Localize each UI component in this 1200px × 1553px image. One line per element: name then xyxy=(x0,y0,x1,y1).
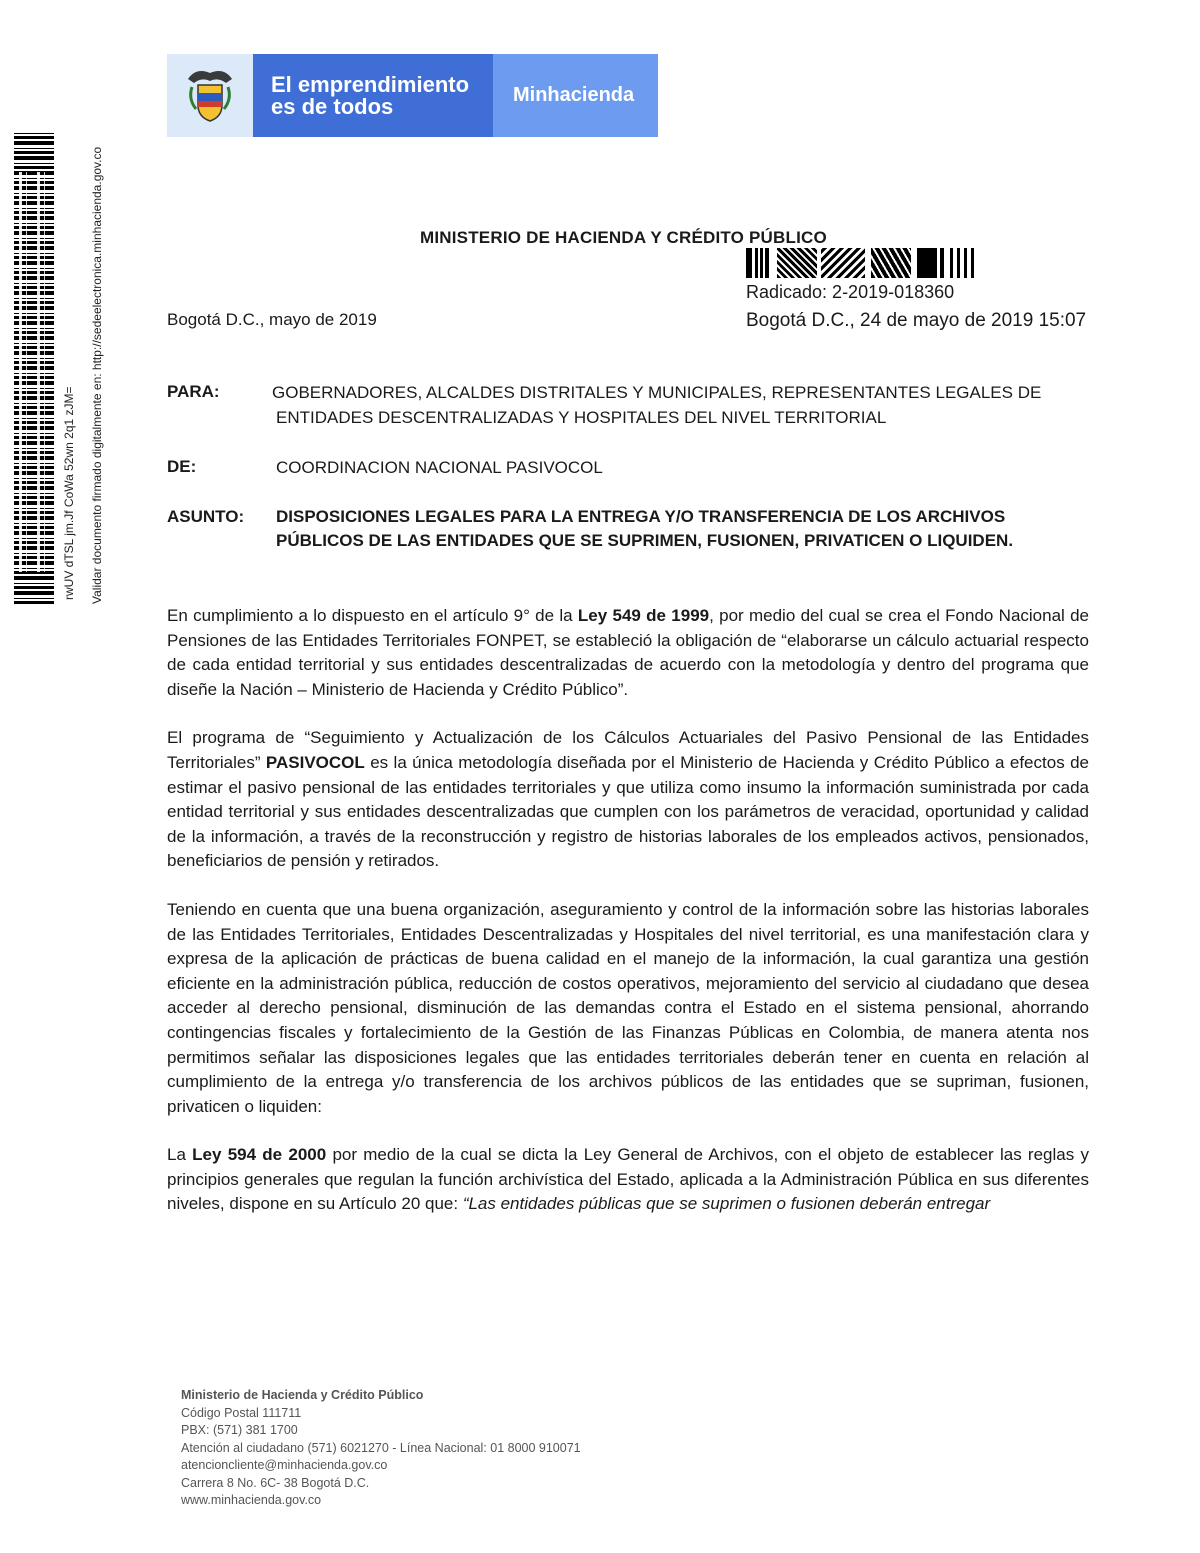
p4-bold: Ley 594 de 2000 xyxy=(192,1145,327,1165)
p4-italic: “Las entidades públicas que se suprimen o fusionen deberán entregar xyxy=(462,1194,991,1214)
place-date-right: Bogotá D.C., 24 de mayo de 2019 15:07 xyxy=(746,310,1087,331)
p1-bold: Ley 549 de 1999 xyxy=(577,606,710,625)
asunto-line1: DISPOSICIONES LEGALES PARA LA ENTREGA Y/O TRANSFERENCIA DE LOS ARCHIVOS xyxy=(276,507,1006,526)
radicado-number: Radicado: 2-2019-018360 xyxy=(746,282,955,302)
asunto-label: ASUNTO: xyxy=(167,507,245,526)
letter-body xyxy=(167,604,1089,1241)
tagline-line2: es de todos xyxy=(271,93,394,119)
footer-atencion: Atención al ciudadano (571) 6021270 - Línea Nacional: 01 8000 910071 xyxy=(181,1440,581,1455)
para-label: PARA: xyxy=(167,382,220,401)
p1-text-b: , por medio del cual se crea el Fondo Nacional de Pensiones de las Entidades Territoriales FONPET, se estableció la obligación de “elaborarse un cálculo actuarial respecto de cada entidad territorial y sus entidades descentralizadas de acuerdo con la metodología y dentro del programa que diseñe la Nación – Ministerio de Hacienda y Crédito Público”. xyxy=(167,606,1090,699)
side-barcode xyxy=(14,132,54,604)
header-banner xyxy=(167,54,658,137)
p2-text-a: El programa de “Seguimiento y Actualización de los Cálculos Actuariales del Pasivo Pensional de las Entidades Territoriales” xyxy=(167,728,1089,772)
coat-of-arms-logo xyxy=(167,54,253,137)
place-date-left: Bogotá D.C., mayo de 2019 xyxy=(167,310,377,329)
side-validation-text: Validar documento firmado digitalmente en: http://sedeelectronica.minhacienda.gov.co xyxy=(90,146,104,604)
footer-title: Ministerio de Hacienda y Crédito Público xyxy=(181,1388,424,1402)
de-value: COORDINACION NACIONAL PASIVOCOL xyxy=(276,458,603,477)
de-label: DE: xyxy=(167,457,197,476)
footer-email[interactable]: atencioncliente@minhacienda.gov.co xyxy=(181,1458,388,1472)
p2-bold: PASIVOCOL xyxy=(265,752,365,772)
p1-text-a: En cumplimiento a lo dispuesto en el artículo 9° de la xyxy=(167,606,578,625)
asunto-line2: PÚBLICOS DE LAS ENTIDADES QUE SE SUPRIMEN, FUSIONEN, PRIVATICEN O LIQUIDEN. xyxy=(276,531,1014,550)
footer-address: Carrera 8 No. 6C- 38 Bogotá D.C. xyxy=(181,1475,370,1490)
radicado-barcode xyxy=(746,248,990,278)
coat-of-arms-icon xyxy=(182,65,238,127)
p4-text-b: por medio de la cual se dicta la Ley General de Archivos, con el objeto de establecer las reglas y principios generales que regulan la función archivística del Estado, aplicada a la Administración Pública en sus diferentes niveles, dispone en su Artículo 20 que: xyxy=(167,1145,1089,1214)
footer-web[interactable]: www.minhacienda.gov.co xyxy=(181,1493,322,1507)
brand-name: Minhacienda xyxy=(493,54,658,137)
footer xyxy=(181,1387,581,1510)
para-value-line2: ENTIDADES DESCENTRALIZADAS Y HOSPITALES DEL NIVEL TERRITORIAL xyxy=(276,408,887,427)
banner-tagline xyxy=(253,54,493,137)
ministry-title: MINISTERIO DE HACIENDA Y CRÉDITO PÚBLICO xyxy=(420,228,827,247)
p2-text-b: es la única metodología diseñada por el Ministerio de Hacienda y Crédito Público a efectos de estimar el pasivo pensional de las entidades territoriales y que utiliza como insumo la información suministrada por cada entidad territorial y sus entidades descentralizadas que cumplen con los parámetros de veracidad, oportunidad y calidad de la información, a través de la reconstrucción y registro de historias laborales de los empleados activos, pensionados, beneficiarios de pensión y retirados. xyxy=(167,752,1089,871)
tagline-line1: El emprendimiento xyxy=(271,71,470,97)
footer-postal: Código Postal 111711 xyxy=(181,1405,302,1420)
paragraph-1 xyxy=(167,604,1089,702)
para-value-line1: GOBERNADORES, ALCALDES DISTRITALES Y MUNICIPALES, REPRESENTANTES LEGALES DE xyxy=(272,383,1042,402)
paragraph-3: Teniendo en cuenta que una buena organización, aseguramiento y control de la información sobre las historias laborales de las Entidades Territoriales, Entidades Descentralizadas y Hospitales del nivel territorial, es una manifestación clara y expresa de la aplicación de prácticas de buena calidad en el manejo de la información, la cual garantiza una gestión eficiente en la administración pública, reducción de costos operativos, mejoramiento del servicio al ciudadano que desea acceder al derecho pensional, disminución de las demandas contra el Estado en el sistema pensional, ahorrando contingencias fiscales y fortalecimiento de la Gestión de las Finanzas Públicas en Colombia, de manera atenta nos permitimos señalar las disposiciones legales que las entidades territoriales deberán tener en cuenta en relación al cumplimiento de la entrega y/o transferencia de los archivos públicos de las entidades que se supriman, fusionen, privaticen o liquiden: xyxy=(167,899,1089,1116)
paragraph-2 xyxy=(167,726,1089,874)
p4-text-a: La xyxy=(167,1145,193,1165)
paragraph-4 xyxy=(167,1143,1089,1217)
footer-pbx: PBX: (571) 381 1700 xyxy=(181,1423,298,1437)
side-code-text: rwUV dTSL jm.Jf CoWa 52wn 2q1 zJM= xyxy=(62,386,76,600)
